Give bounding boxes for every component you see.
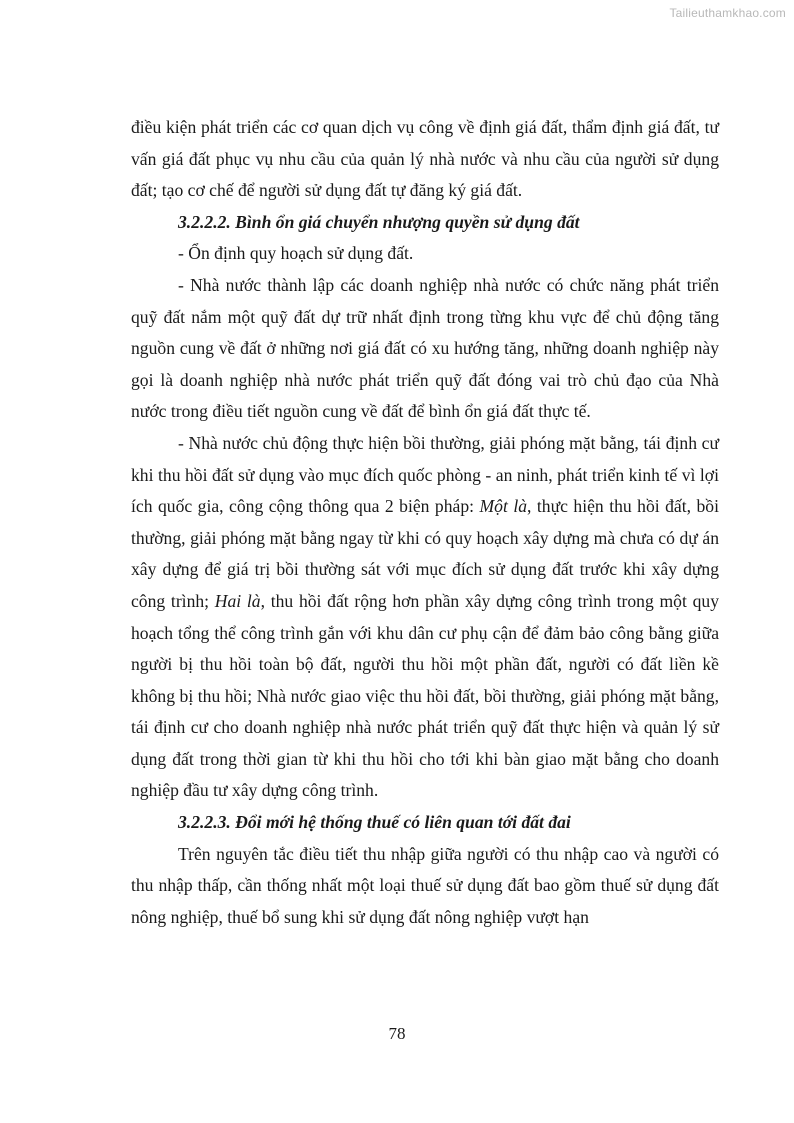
- compensation-text-c: , thu hồi đất rộng hơn phần xây dựng công trình trong một quy hoạch tổng thể công trình gắn với khu dân cư phụ cận để đảm bảo công bằng giữa người bị thu hồi toàn bộ đất, người thu hồi một phần đất, người có đất liền kề không bị thu hồi; Nhà nước giao việc thu hồi đất, bồi thường, giải phóng mặt bằng, tái định cư cho doanh nghiệp nhà nước phát triển quỹ đất thực hiện và quản lý sử dụng đất trong thời gian từ khi thu hồi cho tới khi bàn giao mặt bằng cho doanh nghiệp đầu tư xây dựng công trình.: [131, 590, 719, 801]
- paragraph-tax-reform: Trên nguyên tắc điều tiết thu nhập giữa người có thu nhập cao và người có thu nhập thấp, cần thống nhất một loại thuế sử dụng đất bao gồm thuế sử dụng đất nông nghiệp, thuế bổ sung khi sử dụng đất nông nghiệp vượt hạn: [131, 843, 719, 927]
- compensation-text-b: , thực hiện thu hồi đất, bồi thường, giải phóng mặt bằng ngay từ khi có quy hoạch xây dựng mà chưa có dự án xây dựng để giá trị bồi thường sát với mục đích sử dụng đất trước khi xây dựng công trình;: [131, 496, 719, 611]
- paragraph-continuation: điều kiện phát triển các cơ quan dịch vụ công về định giá đất, thẩm định giá đất, tư vấn giá đất phục vụ nhu cầu của quản lý nhà nước và nhu cầu của người sử dụng đất; tạo cơ chế để người sử dụng đất tự đăng ký giá đất.: [131, 117, 719, 201]
- emphasis-mot-la: Một là: [479, 496, 528, 517]
- section-heading-3-2-2-2: 3.2.2.2. Bình ổn giá chuyển nhượng quyền sử dụng đất: [178, 211, 580, 232]
- emphasis-hai-la: Hai là: [214, 590, 261, 611]
- section-heading-3-2-2-3: 3.2.2.3. Đổi mới hệ thống thuế có liên quan tới đất đai: [178, 812, 571, 833]
- page-number: 78: [388, 1024, 406, 1043]
- paragraph-stabilize-planning: - Ổn định quy hoạch sử dụng đất.: [178, 243, 414, 264]
- paragraph-compensation-measures: [131, 428, 719, 807]
- paragraph-state-enterprises: - Nhà nước thành lập các doanh nghiệp nhà nước có chức năng phát triển quỹ đất nắm một quỹ đất dự trữ nhất định trong từng khu vực để chủ động tăng nguồn cung về đất ở những nơi giá đất có xu hướng tăng, những doanh nghiệp này gọi là doanh nghiệp nhà nước phát triển quỹ đất đóng vai trò chủ đạo của Nhà nước trong điều tiết nguồn cung về đất để bình ổn giá đất thực tế.: [131, 274, 719, 422]
- compensation-text-a: - Nhà nước chủ động thực hiện bồi thường, giải phóng mặt bằng, tái định cư khi thu hồi đất sử dụng vào mục đích quốc phòng - an ninh, phát triển kinh tế vì lợi ích quốc gia, công cộng thông qua 2 biện pháp:: [131, 432, 719, 517]
- document-body: [131, 112, 719, 933]
- site-watermark: Tailieuthamkhao.com: [669, 6, 786, 20]
